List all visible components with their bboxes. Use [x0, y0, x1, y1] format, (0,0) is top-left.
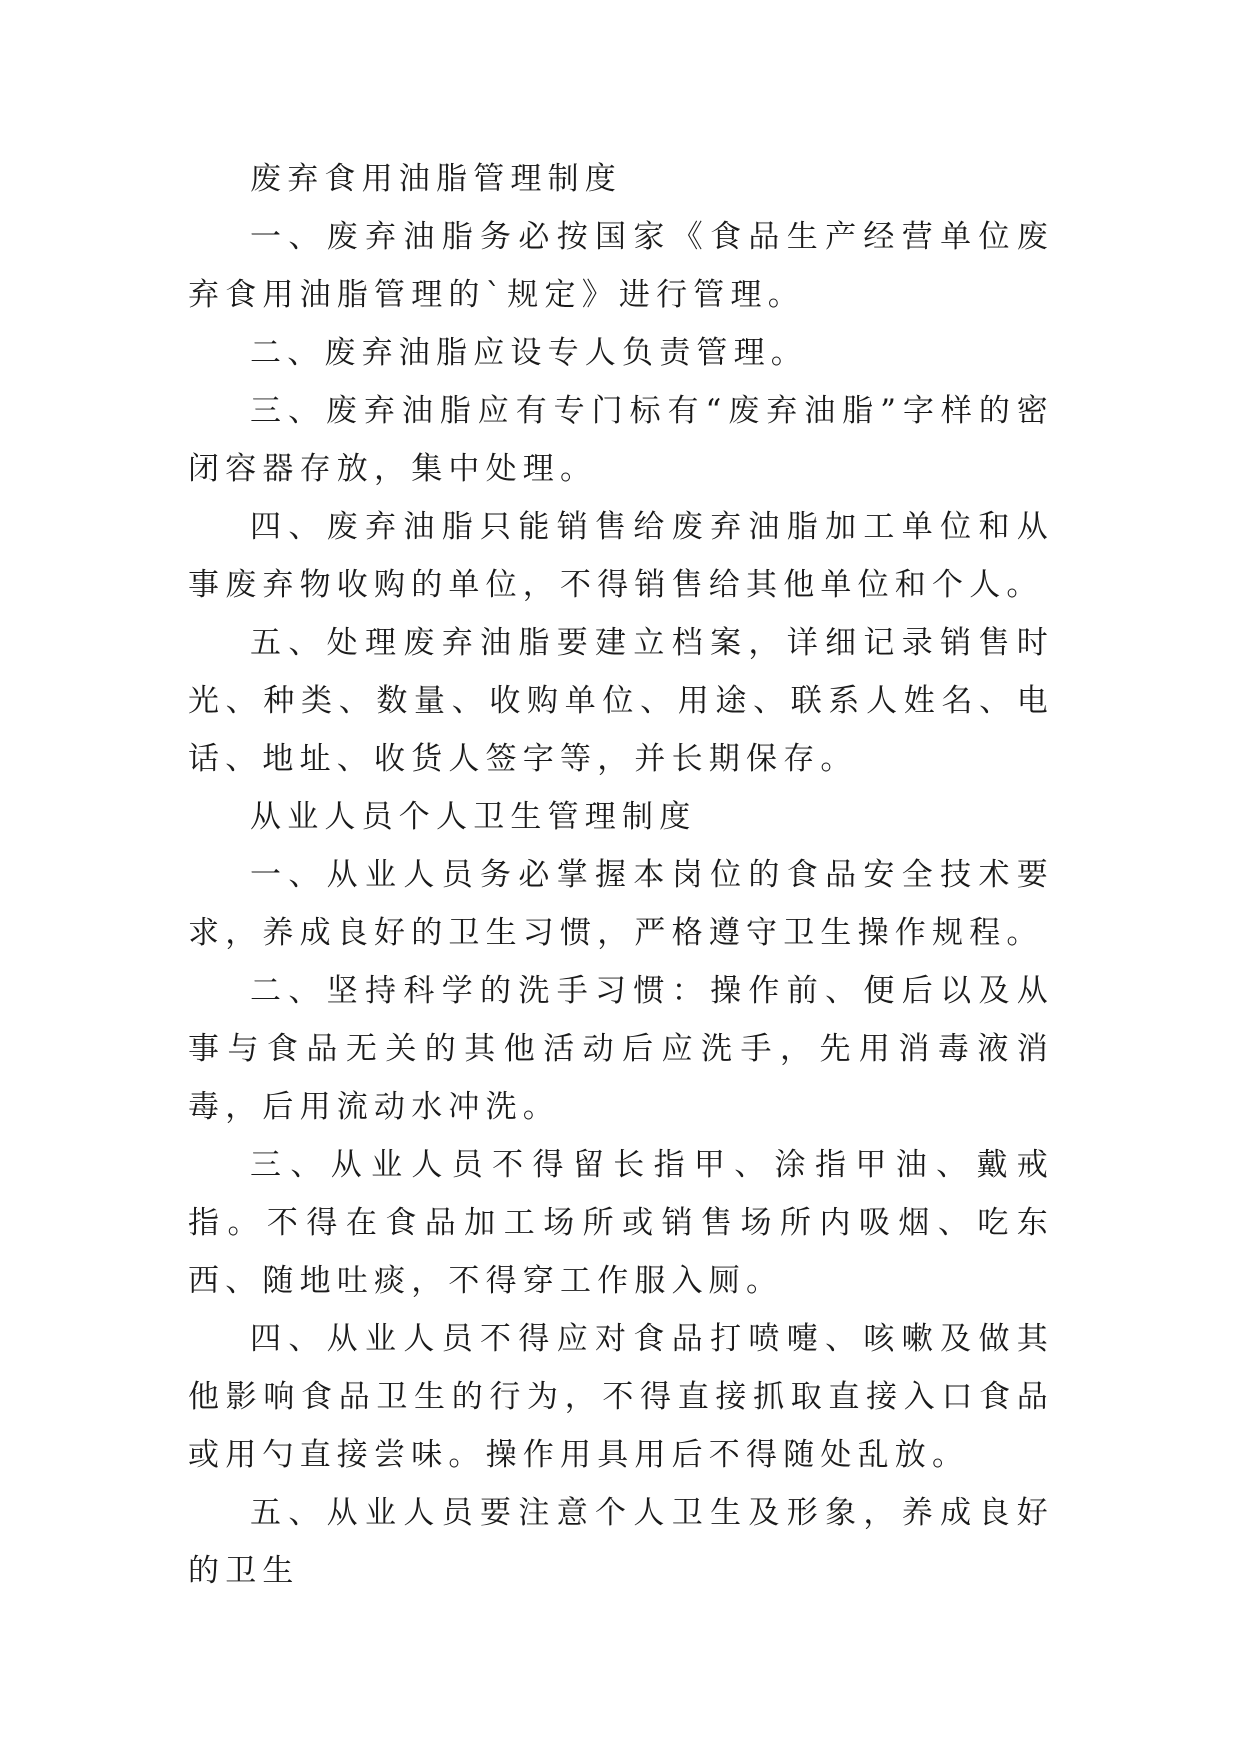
- paragraph: 五、从业人员要注意个人卫生及形象，养成良好的卫生: [188, 1495, 1054, 1589]
- paragraph: 三、从业人员不得留长指甲、涂指甲油、戴戒指。不得在食品加工场所或销售场所内吸烟、吃东西、随地吐痰，不得穿工作服入厕。: [188, 1147, 1054, 1299]
- paragraph: 三、废弃油脂应有专门标有“废弃油脂”字样的密闭容器存放，集中处理。: [188, 393, 1054, 487]
- document-body: [188, 150, 1054, 1600]
- paragraph: 二、坚持科学的洗手习惯：操作前、便后以及从事与食品无关的其他活动后应洗手，先用消毒液消毒，后用流动水冲洗。: [188, 973, 1054, 1125]
- section-title-waste-oil: 废弃食用油脂管理制度: [250, 161, 622, 197]
- paragraph: 四、从业人员不得应对食品打喷嚏、咳嗽及做其他影响食品卫生的行为，不得直接抓取直接入口食品或用勺直接尝味。操作用具用后不得随处乱放。: [188, 1321, 1054, 1473]
- paragraph: 一、从业人员务必掌握本岗位的食品安全技术要求，养成良好的卫生习惯，严格遵守卫生操作规程。: [188, 857, 1054, 951]
- paragraph: 四、废弃油脂只能销售给废弃油脂加工单位和从事废弃物收购的单位，不得销售给其他单位和个人。: [188, 509, 1054, 603]
- paragraph: 一、废弃油脂务必按国家《食品生产经营单位废弃食用油脂管理的`规定》进行管理。: [188, 219, 1054, 313]
- paragraph: 五、处理废弃油脂要建立档案，详细记录销售时光、种类、数量、收购单位、用途、联系人姓名、电话、地址、收货人签字等，并长期保存。: [188, 625, 1054, 777]
- paragraph: 二、废弃油脂应设专人负责管理。: [250, 335, 808, 371]
- section-title-hygiene: 从业人员个人卫生管理制度: [250, 799, 697, 835]
